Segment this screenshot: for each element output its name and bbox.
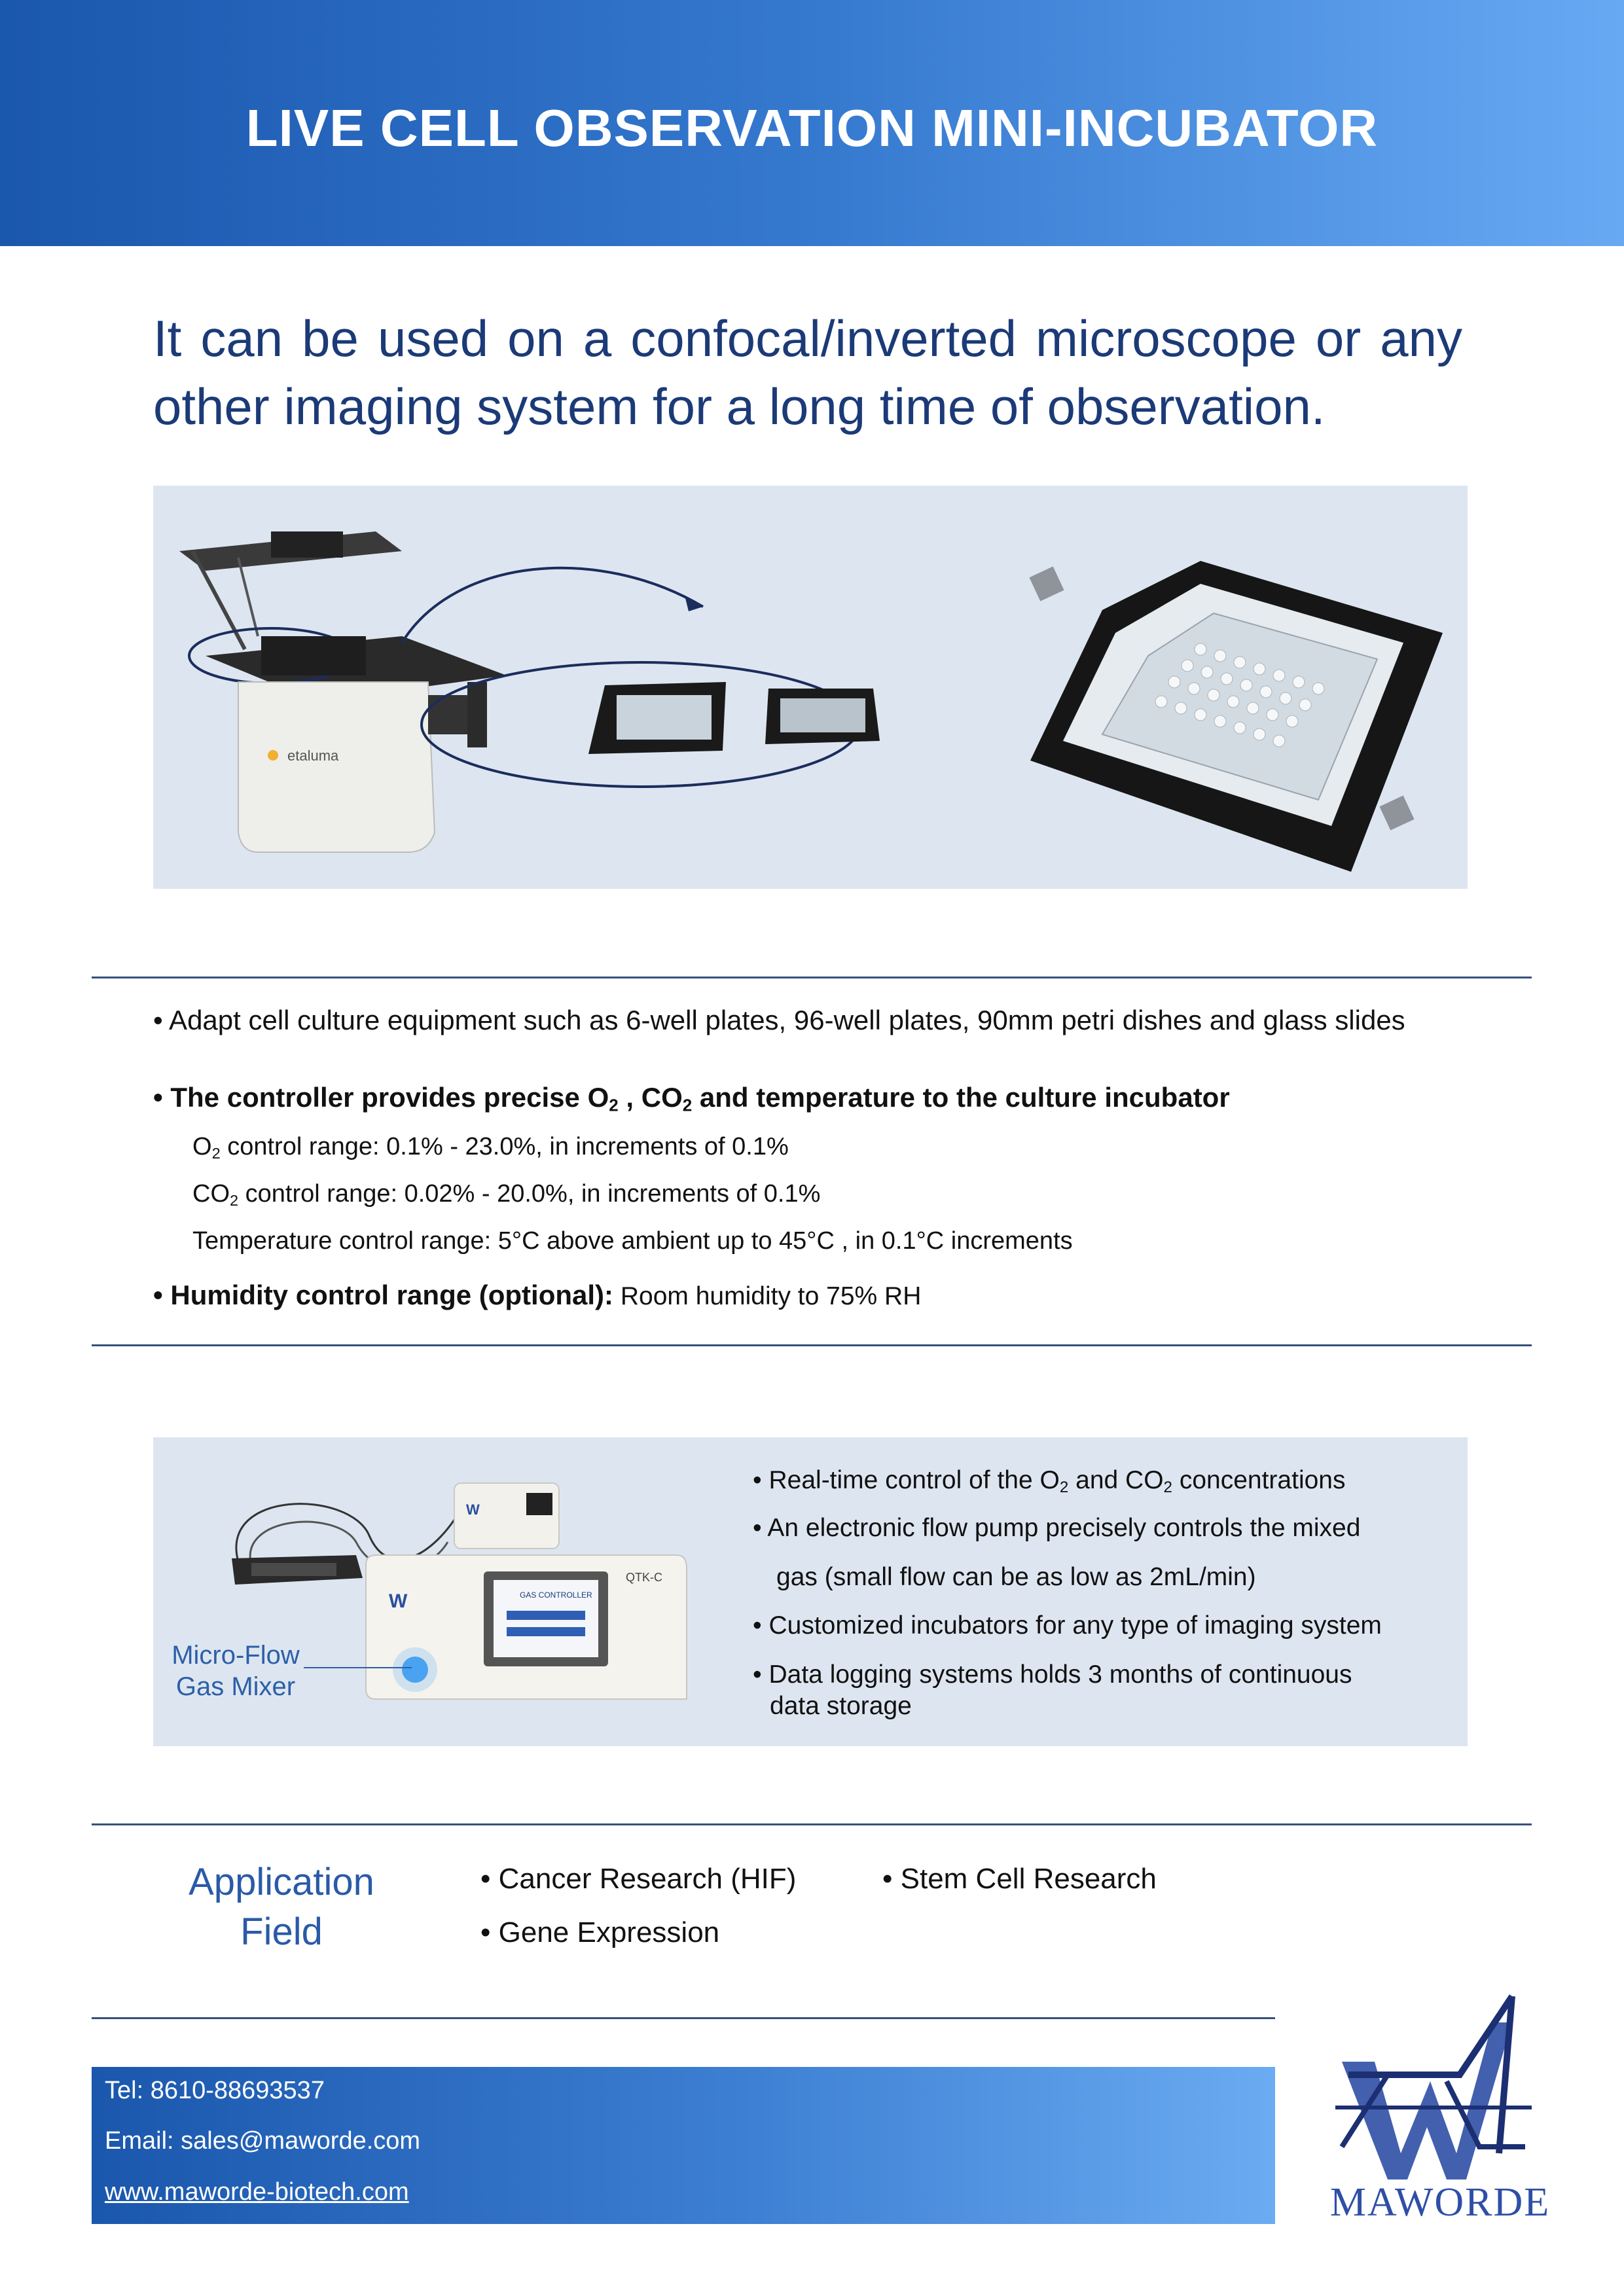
svg-text:etaluma: etaluma (287, 747, 339, 764)
svg-text:GAS CONTROLLER: GAS CONTROLLER (520, 1590, 592, 1600)
product-photo-panel (153, 486, 1468, 889)
contact-website-link[interactable]: www.maworde-biotech.com (105, 2178, 409, 2206)
contact-email[interactable]: Email: sales@maworde.com (105, 2127, 421, 2155)
gas-feature-realtime: • Real-time control of the $O_2$ and $CO_2$ concentrations (753, 1466, 1346, 1497)
contact-bar (92, 2067, 1275, 2224)
application-item: • Stem Cell Research (882, 1863, 1157, 1895)
gas-feature-pump-cont: gas (small flow can be as low as 2mL/min) (776, 1563, 1256, 1591)
divider (92, 1344, 1532, 1346)
divider (92, 2017, 1275, 2019)
temperature-range: Temperature control range: 5°C above ambient up to 45°C , in 0.1°C increments (192, 1227, 1073, 1255)
product-photo-illustration (153, 486, 1468, 889)
gas-feature-logging: • Data logging systems holds 3 months of continuous (753, 1660, 1352, 1689)
application-field-title: Application Field (189, 1861, 374, 1953)
feature-humidity: • Humidity control range (optional): Room humidity to 75% RH (153, 1280, 922, 1310)
mini-incubator-images (422, 662, 880, 787)
feature-controller: • The controller provides precise $O_2$ , $CO_2$ and temperature to the culture incubator (153, 1082, 1230, 1115)
svg-text:W: W (466, 1501, 480, 1518)
header-banner (0, 0, 1624, 246)
application-item: • Gene Expression (480, 1916, 720, 1948)
brand-name: MAWORDE (1329, 2180, 1551, 2225)
gas-feature-pump: • An electronic flow pump precisely controls the mixed (753, 1514, 1361, 1542)
intro-paragraph: It can be used on a confocal/inverted microscope or any other imaging system for a long time of observation. (153, 310, 1462, 435)
transfer-arrow (402, 568, 703, 643)
co2-range: $CO_2$ control range: 0.02% - 20.0%, in increments of 0.1% (192, 1180, 821, 1209)
svg-text:W: W (389, 1590, 408, 1612)
page-title: LIVE CELL OBSERVATION MINI-INCUBATOR (245, 99, 1379, 157)
divider (92, 1823, 1532, 1825)
feature-adapt: • Adapt cell culture equipment such as 6-well plates, 96-well plates, 90mm petri dishes and glass slides (153, 1005, 1405, 1035)
gas-feature-logging-cont: data storage (770, 1692, 912, 1720)
svg-text:QTK-C: QTK-C (626, 1571, 662, 1584)
gas-feature-custom: • Customized incubators for any type of imaging system (753, 1611, 1382, 1640)
contact-phone: Tel: 8610-88693537 (105, 2077, 325, 2104)
divider (92, 977, 1532, 978)
microscope-image (179, 531, 507, 852)
large-incubator-image (1029, 561, 1443, 872)
o2-range: $O_2$ control range: 0.1% - 23.0%, in increments of 0.1% (192, 1133, 789, 1162)
gas-mixer-label: Micro-Flow Gas Mixer (171, 1641, 300, 1701)
application-item: • Cancer Research (HIF) (480, 1863, 797, 1895)
